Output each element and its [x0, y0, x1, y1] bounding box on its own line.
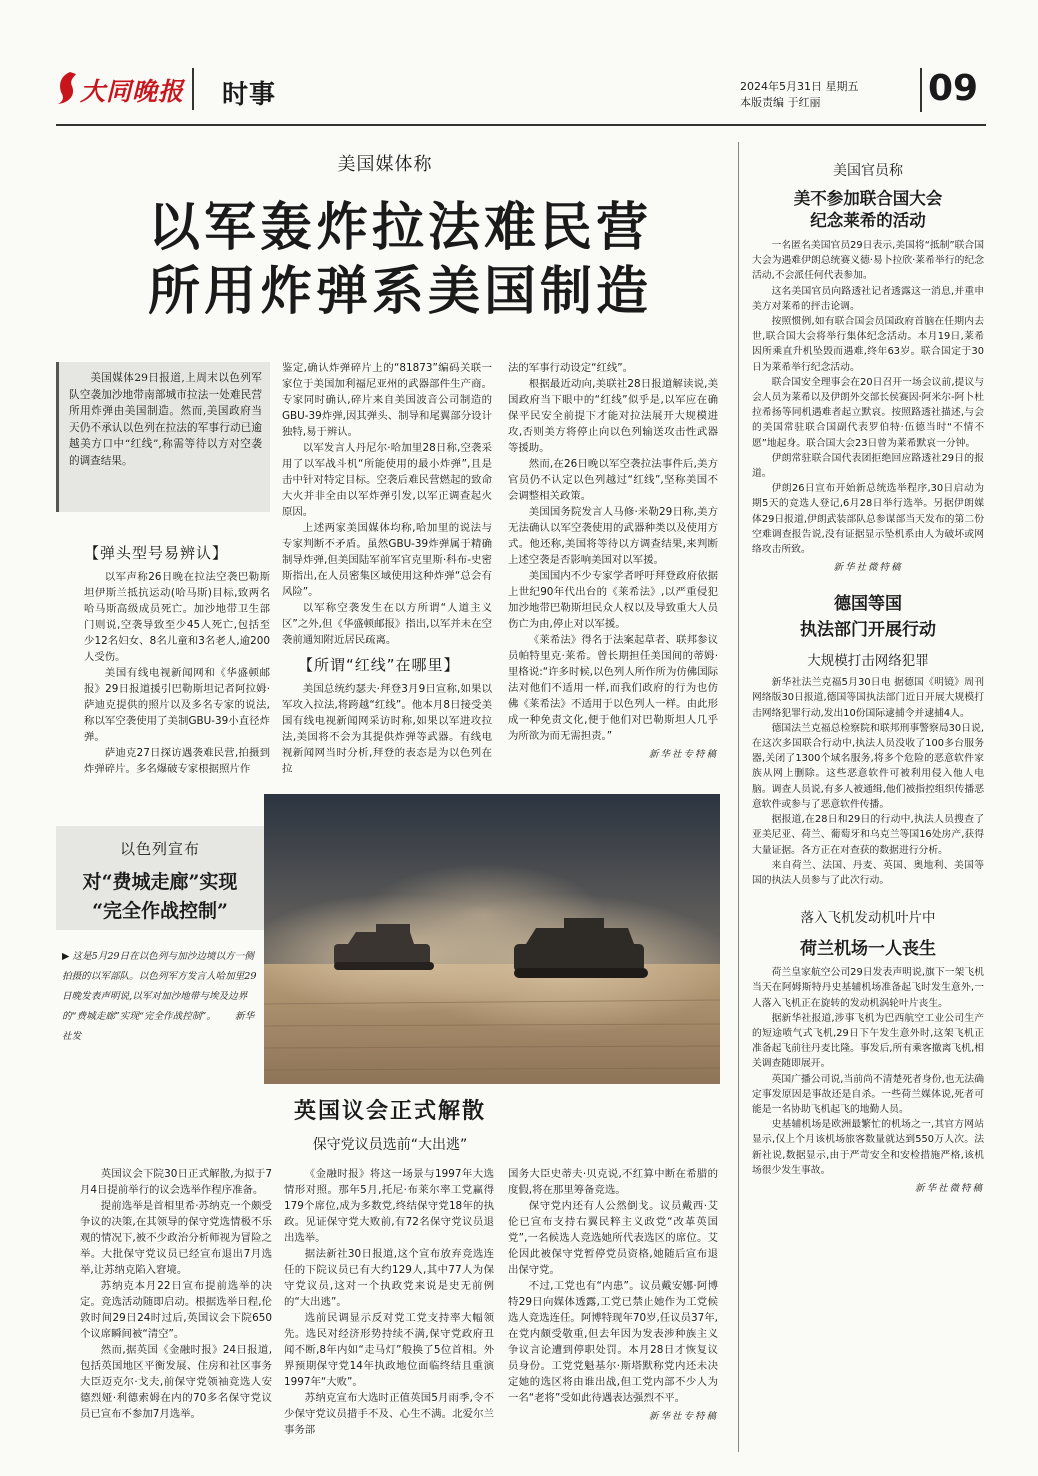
us-title	[752, 188, 984, 232]
lead-kicker: 美国媒体称	[337, 154, 433, 175]
uk-col2-p3: 选前民调显示反对党工党支持率大幅领先。选民对经济形势持续不满,保守党政府丑闻不断,8年内如“走马灯”般换了5位首相。外界预期保守党14年执政地位面临终结且重演1997年“大败”。	[284, 1312, 494, 1388]
israel-caption-block	[62, 944, 258, 1043]
germany-title-line2: 执法部门开展行动	[800, 620, 936, 641]
logo-mark-icon	[56, 70, 78, 106]
israel-kicker: 以色列宣布	[119, 840, 200, 858]
lead-col2-p3: 上述两家美国媒体均称,哈加里的说法与专家判断不矛盾。虽然GBU-39炸弹属于精确制导炸弹,但美国陆军前军官克里斯·科布-史密斯指出,在人员密集区域使用这种炸弹“总会有风险”。	[282, 522, 492, 598]
us-signature: 新华社微特稿	[833, 562, 903, 574]
uk-col3-p1: 国务大臣史蒂夫·贝克说,不红算中断在希腊的度假,将在那里筹备竞选。	[508, 1168, 718, 1196]
lead-col3-p1: 法的军事行动设定“红线”。	[508, 362, 634, 374]
israel-caption-signature: 新华社发	[62, 1011, 255, 1042]
germany-subtitle: 大规模打击网络犯罪	[807, 653, 929, 670]
lead-col3-p3: 然而,在26日晚以军空袭拉法事件后,美方官员仍不认定以色列越过“红线”,坚称美国不会调整相关政策。	[508, 458, 718, 502]
us-title-line2: 纪念莱希的活动	[810, 211, 926, 230]
lead-summary-box	[56, 362, 270, 512]
right-column	[752, 146, 984, 1194]
lead-col2-p4: 以军称空袭发生在以方所谓“人道主义区”之外,但《华盛顿邮报》指出,以军并未在空袭前通知附近居民疏离。	[282, 602, 492, 646]
uk-subtitle: 保守党议员选前“大出逃”	[312, 1137, 468, 1153]
issue-date: 2024年5月31日 星期五	[740, 80, 859, 93]
uk-col3-p2: 保守党内还有人公然倒戈。议员戴西·艾伦已宣布支持右翼民粹主义政党“改革英国党”,一名候选人竞选她所代表选区的席位。艾伦因此被保守党暂停党员资格,她随后宣布退出保守党。	[508, 1200, 718, 1276]
lead-col1-p3: 萨迪克27日探访遇袭难民营,拍摄到炸弹碎片。多名爆破专家根据照片作	[84, 747, 270, 775]
lead-col-2	[282, 360, 492, 777]
lead-col2-p1: 鉴定,确认炸弹碎片上的“81873”编码关联一家位于美国加利福尼亚州的武器部件生产商。专家同时确认,碎片来自美国波音公司制造的GBU-39炸弹,因其弹头、制导和尾翼部分设计独特,易于辨认。	[282, 362, 492, 438]
airport-signature: 新华社微特稿	[914, 1182, 984, 1194]
airport-p3: 英国广播公司说,当前尚不清楚死者身份,也无法确定事发原因是事故还是自杀。一些荷兰媒体说,死者可能是一名协助飞机起飞的地勤人员。	[752, 1073, 984, 1115]
uk-col-2	[284, 1166, 494, 1438]
us-kicker: 美国官员称	[833, 163, 903, 179]
lead-col3-p6: 《莱希法》得名于法案起草者、联邦参议员帕特里克·莱希。曾长期担任美国间的蒂姆·里格说:“许多时候,以色列人所作所为仿佛国际法对他们不适用一样,而我们政府的行为也仿佛《莱希法》不适用于以色列人一样。由此形成一种免责文化,便于他们对巴勒斯坦人几乎为所欲为而无需担责。”	[508, 634, 718, 742]
lead-col3-p5: 美国国内不少专家学者呼吁拜登政府依据上世纪90年代出台的《莱希法》,以严重侵犯加沙地带巴勒斯坦民众人权以及导致重大人员伤亡为由,停止对以军援。	[508, 570, 718, 630]
airport-p4: 史基辅机场是欧洲最繁忙的机场之一,其官方网站显示,仅上个月该机场旅客数量就达到550万人次。法新社说,数据显示,由于严苛安全和安检措施严格,该机场很少发生事故。	[752, 1119, 984, 1176]
lead-col2-p5: 美国总统约瑟夫·拜登3月9日宣称,如果以军攻入拉法,将跨越“红线”。他本月8日接受美国有线电视新闻网采访时称,如果以军进攻拉法,美国将不会为其提供炸弹等武器。有线电视新闻网当时分析,拜登的表态是为以色列在拉	[282, 683, 492, 775]
lead-headline-line1: 以军轰炸拉法难民营	[147, 197, 652, 258]
lead-col1-p1: 以军声称26日晚在拉法空袭巴勒斯坦伊斯兰抵抗运动(哈马斯)目标,致两名哈马斯高级成员死亡。加沙地带卫生部门则说,空袭导致至少45人死亡,包括至少12名妇女、8名儿童和3名老人,逾200人受伤。	[84, 571, 270, 663]
us-p6: 伊朗26日宣布开始新总统选举程序,30日启动为期5天的竞选人登记,6月28日举行选举。另据伊朗媒体29日报道,伊朗武装部队总参谋部当天发布的第二份空难调查报告说,没有证据显示坠机系由人为破坏或网络攻击所致。	[752, 483, 984, 556]
uk-col3-p3: 不过,工党也有“内患”。议员戴安娜·阿博特29日向媒体透露,工党已禁止她作为工党候选人竞选连任。阿博特现年70岁,任议员37年,在党内颇受敬重,但去年因为发表涉种族主义争议言论遭到停职处罚。本月28日才恢复议员身份。工党党魁基尔·斯塔默称党内还未决定她的选区将由谁出战,但工党内部不少人为一名“老将”受如此待遇表达强烈不平。	[508, 1280, 718, 1404]
germany-p3: 据报道,在28日和29日的行动中,执法人员搜查了亚美尼亚、荷兰、葡萄牙和乌克兰等国16处房产,获得大量证据。各方正在对查获的数据进行分析。	[752, 814, 984, 856]
germany-title-line1: 德国等国	[834, 594, 902, 615]
germany-p2: 德国法兰克福总检察院和联邦刑事警察局30日说,在这次多国联合行动中,执法人员没收了100多台服务器,关闭了1300个域名服务,将多个危险的恶意软件家族从网上删除。这些恶意软件可被利用侵入他人电脑。调查人员说,有多人被通缉,他们被指控组织传播恶意软件或参与了恶意软件传播。	[752, 722, 984, 810]
uk-col1-p4: 然而,据英国《金融时报》24日报道,包括英国地区平衡发展、住房和社区事务大臣迈克尔·戈夫,前保守党领袖竞选人安德烈娅·利德索姆在内的70多名保守党议员已宣布不参加7月选举。	[80, 1344, 272, 1420]
lead-subhead-2: 【所谓“红线”在哪里】	[298, 656, 460, 674]
uk-col2-p2: 据法新社30日报道,这个宣布放弃竞选连任的下院议员已有大约129人,其中77人为保守党议员,这对一个执政党来说是史无前例的“大出逃”。	[284, 1248, 494, 1308]
us-title-line1: 美不参加联合国大会	[793, 189, 943, 208]
uk-col-3	[508, 1166, 718, 1422]
page-number-divider	[920, 68, 922, 112]
lead-subhead-1-text: 弹头型号易辨认	[100, 544, 213, 562]
airport-p2: 据新华社报道,涉事飞机为巴西航空工业公司生产的短途喷气式飞机,29日下午发生意外时,这架飞机正准备起飞前往丹麦比隆。事发后,所有乘客撤离飞机,相关调查随即展开。	[752, 1012, 984, 1070]
page-editor: 本版责编 于红丽	[740, 96, 821, 109]
germany-p1: 新华社法兰克福5月30日电 据德国《明镜》周刊网络版30日报道,德国等国执法部门近日开展大规模打击网络犯罪行动,发出10份国际逮捕令并逮捕4人。	[752, 677, 984, 719]
lead-subhead-2-text: 所谓“红线”在哪里	[314, 656, 444, 674]
uk-col1-p2: 提前选举是首相里希·苏纳克一个颇受争议的决策,在其领导的保守党选情极不乐观的情况下,被不少政治分析师视为冒险之举。大批保守党议员已经宣布退出7月选举,让苏纳克陷入窘境。	[80, 1200, 272, 1276]
airport-kicker: 落入飞机发动机叶片中	[800, 910, 936, 927]
lead-col2-p2: 以军发言人丹尼尔·哈加里28日称,空袭采用了以军战斗机“所能使用的最小炸弹”,且是击中针对特定目标。空袭后难民营燃起的致命大火并非全由以军炸弹引发,以军正调查起火原因。	[282, 442, 492, 518]
lead-col3-p2: 根据最近动向,美联社28日报道解读说,美国政府当下眼中的“红线”似乎是,以军应在确保平民安全前提下才能对拉法展开大规模进攻,否则美方将停止向以色列输送攻击性武器等援助。	[508, 378, 718, 454]
lead-headline	[80, 196, 720, 324]
lead-col-1	[84, 536, 270, 777]
masthead-divider	[192, 68, 194, 110]
armored-vehicles-photo-icon	[264, 794, 720, 1084]
israel-title-line1: 对“费城走廊”实现	[82, 871, 238, 893]
israel-title-box	[56, 826, 264, 930]
uk-col2-p1: 《金融时报》将这一场景与1997年大选情形对照。那年5月,托尼·布莱尔率工党赢得179个席位,成为多数党,终结保守党18年的执政。见证保守党大败前,有72名保守党议员退出选举。	[284, 1168, 494, 1244]
lead-summary: 美国媒体29日报道,上周末以色列军队空袭加沙地带南部城市拉法一处难民营所用炸弹由美国制造。然而,美国政府当天仍不承认以色列在拉法的军事行动已逾越美方口中“红线”,称需等待以方对空袭的调查结果。	[69, 372, 262, 467]
masthead	[56, 62, 986, 118]
lead-col-3	[508, 360, 718, 760]
lead-headline-line2: 所用炸弹系美国制造	[147, 261, 652, 322]
lead-subhead-1: 【弹头型号易辨认】	[84, 544, 229, 562]
germany-p4: 来自荷兰、法国、丹麦、英国、奥地利、美国等国的执法人员参与了此次行动。	[752, 859, 984, 886]
uk-title: 英国议会正式解散	[293, 1098, 486, 1124]
israel-caption: ▶ 这是5月29日在以色列与加沙边境以方一侧拍摄的以军部队。以色列军方发言人哈加里29日晚发表声明说,以军对加沙地带与埃及边界的“费城走廊”实现“完全作战控制”。	[62, 951, 257, 1022]
germany-title	[752, 591, 984, 643]
section-name: 时事	[222, 80, 277, 110]
airport-p1: 荷兰皇家航空公司29日发表声明说,旗下一架飞机当天在阿姆斯特丹史基辅机场准备起飞时发生意外,一人落入飞机正在旋转的发动机涡轮叶片丧生。	[752, 967, 984, 1009]
lead-signature: 新华社专特稿	[648, 749, 718, 760]
uk-signature: 新华社专特稿	[648, 1411, 718, 1422]
uk-col2-p4: 苏纳克宣布大选时正值英国5月雨季,令不少保守党议员措手不及、心生不满。北爱尔兰事务部	[284, 1392, 494, 1436]
uk-col-1	[80, 1166, 272, 1422]
lead-col1-p2: 美国有线电视新闻网和《华盛顿邮报》29日报道援引巴勒斯坦记者阿拉姆·萨迪克提供的照片以及多名专家的说法,称以军空袭使用了美制GBU-39小直径炸弹。	[84, 667, 270, 743]
column-separator	[738, 142, 739, 1452]
airport-title: 荷兰机场一人丧生	[800, 939, 936, 960]
us-p5: 伊朗常驻联合国代表团拒绝回应路透社29日的报道。	[752, 452, 984, 480]
us-p3: 按照惯例,如有联合国会员国政府首脑在任期内去世,联合国大会将举行集体纪念活动。本月19日,莱希因所乘直升机坠毁而遇难,终年63岁。联合国定于30日为莱希举行纪念活动。	[752, 316, 984, 373]
masthead-rule	[56, 124, 986, 126]
us-p2: 这名美国官员向路透社记者透露这一消息,并重申美方对莱希的抨击论调。	[752, 285, 984, 312]
uk-col1-p1: 英国议会下院30日正式解散,为拟于7月4日提前举行的议会选举作程序准备。	[80, 1168, 272, 1196]
paper-name: 大同晚报	[80, 77, 185, 106]
israel-title-line2: “完全作战控制”	[92, 900, 228, 922]
page-number: 09	[928, 68, 979, 109]
paper-logo	[56, 68, 184, 108]
lead-col3-p4: 美国国务院发言人马修·米勒29日称,美方无法确认以军空袭使用的武器种类以及使用方式。他还称,美国将等待以方调查结果,来判断上述空袭是否影响美国对以军援。	[508, 506, 718, 566]
uk-col1-p3: 苏纳克本月22日宣布提前选举的决定。竞选活动随即启动。根据选举日程,伦敦时间29日24时过后,英国议会下院650个议席瞬间被“清空”。	[80, 1280, 272, 1340]
us-p1: 一名匿名美国官员29日表示,美国将“抵制”联合国大会为遇难伊朗总统赛义德·易卜拉欣·莱希举行的纪念活动,不会派任何代表参加。	[752, 240, 984, 282]
news-photo	[264, 794, 720, 1084]
us-p4: 联合国安全理事会在20日召开一场会议前,提议与会人员为莱希以及伊朗外交部长侯赛因·阿米尔-阿卜杜拉希扬等同机遇难者起立默哀。按照路透社描述,与会的美国常驻联合国副代表罗伯特·伍德当时“不情不愿”地起身。联合国大会23日曾为莱希默哀一分钟。	[752, 376, 984, 449]
